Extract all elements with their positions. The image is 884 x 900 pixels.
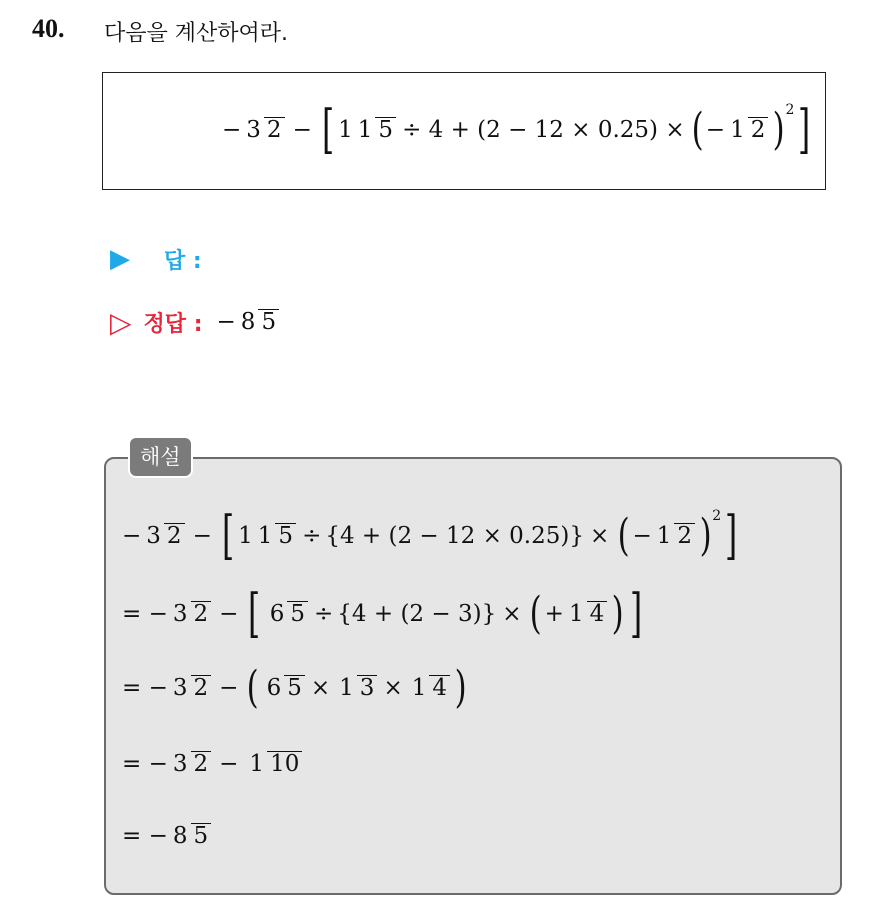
answer-label: 답 : — [164, 248, 202, 274]
minus-sign: − — [222, 117, 242, 143]
outline-arrow-icon: ▷ — [110, 305, 132, 339]
explanation-tag: 해설 — [128, 436, 193, 478]
explanation-line-3: = − 3 2 − ( 6 5 × 1 3 × 1 4 ) — [122, 662, 467, 713]
explanation-line-4: = − 3 2 − 1 10 — [122, 728, 304, 800]
fraction: 3 2 — [243, 117, 284, 143]
minus-sign: − — [705, 117, 726, 143]
explanation-line-1: − 3 2 − [ 1 1 5 ÷ { 4 + (2 − 12 × 0.25) } × ( − 1 2 ) 2 ] — [122, 506, 738, 566]
answer-row — [110, 242, 202, 276]
right-bracket: ] — [798, 100, 811, 160]
exponent: 2 — [785, 102, 795, 118]
explanation-line-5: = − 8 5 — [122, 800, 213, 872]
question-prompt: 다음을 계산하여라. — [104, 21, 289, 46]
question-number: 40. — [32, 14, 65, 43]
minus-sign: − — [292, 117, 312, 143]
expression-middle: ÷ 4 + (2 − 12 × 0.25) × — [402, 117, 685, 143]
left-paren: ( — [691, 104, 704, 155]
correct-answer-label: 정답 : — [143, 311, 203, 337]
problem-expression — [222, 92, 815, 168]
whole-number: 1 — [338, 117, 353, 143]
fraction: 1 2 — [727, 117, 768, 143]
play-arrow-icon: ▶ — [110, 244, 130, 274]
correct-answer-row — [110, 290, 281, 354]
right-paren: ) — [772, 104, 785, 155]
fraction: 1 5 — [355, 117, 396, 143]
left-bracket: [ — [321, 100, 335, 160]
correct-answer-value: − 8 5 — [217, 309, 282, 335]
explanation-line-2: = − 3 2 − [ 6 5 ÷ { 4 + (2 − 3) } × ( + 1 4 ) ] — [122, 584, 643, 644]
